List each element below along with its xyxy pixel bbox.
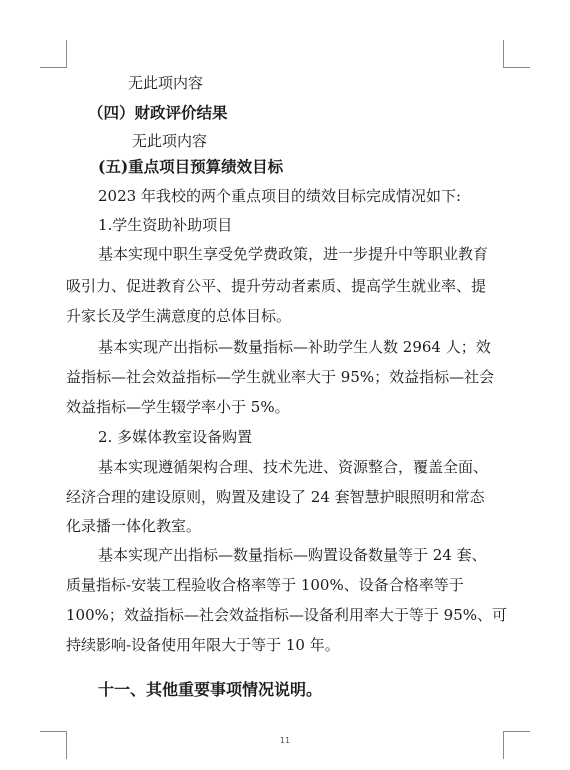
crop-mark-bottom-left-h xyxy=(40,731,67,732)
paragraph-line: 基本实现产出指标—数量指标—补助学生人数 2964 人；效 xyxy=(98,338,491,356)
paragraph-line: 升家长及学生满意度的总体目标。 xyxy=(66,307,292,325)
crop-mark-bottom-right-h xyxy=(503,731,530,732)
paragraph-line: 效益指标—学生辍学率小于 5%。 xyxy=(66,398,290,416)
paragraph-line: 100%；效益指标—社会效益指标—设备利用率大于等于 95%、可 xyxy=(66,606,507,624)
paragraph-line: 基本实现产出指标—数量指标—购置设备数量等于 24 套、 xyxy=(98,546,487,564)
paragraph-line: 吸引力、促进教育公平、提升劳动者素质、提高学生就业率、提 xyxy=(66,277,487,295)
page-number: 11 xyxy=(279,736,291,745)
paragraph-line: 基本实现遵循架构合理、技术先进、资源整合，覆盖全面、 xyxy=(98,458,489,476)
crop-mark-top-right-h xyxy=(503,67,530,68)
paragraph-line: 持续影响-设备使用年限大于等于 10 年。 xyxy=(66,636,340,654)
paragraph-line: 化录播一体化教室。 xyxy=(66,517,202,535)
no-content-note: 无此项内容 xyxy=(128,74,204,92)
subheading-multimedia-classroom: 2. 多媒体教室设备购置 xyxy=(98,428,253,446)
paragraph-line: 益指标—社会效益指标—学生就业率大于 95%；效益指标—社会 xyxy=(66,368,495,386)
paragraph-line: 2023 年我校的两个重点项目的绩效目标完成情况如下: xyxy=(98,187,461,205)
section-heading-performance-goals: (五)重点项目预算绩效目标 xyxy=(98,157,284,176)
crop-mark-top-left-h xyxy=(40,67,67,68)
paragraph-line: 经济合理的建设原则，购置及建设了 24 套智慧护眼照明和常态 xyxy=(66,488,485,506)
crop-mark-top-left-v xyxy=(66,40,67,68)
subheading-student-aid: 1.学生资助补助项目 xyxy=(98,216,233,234)
paragraph-line: 质量指标-安装工程验收合格率等于 100%、设备合格率等于 xyxy=(66,576,464,594)
no-content-note: 无此项内容 xyxy=(132,132,208,150)
paragraph-line: 基本实现中职生享受免学费政策，进一步提升中等职业教育 xyxy=(98,245,489,263)
crop-mark-top-right-v xyxy=(503,40,504,68)
section-heading-other-matters: 十一、其他重要事项情况说明。 xyxy=(98,680,323,699)
section-heading-fiscal-evaluation: （四）财政评价结果 xyxy=(88,103,228,122)
